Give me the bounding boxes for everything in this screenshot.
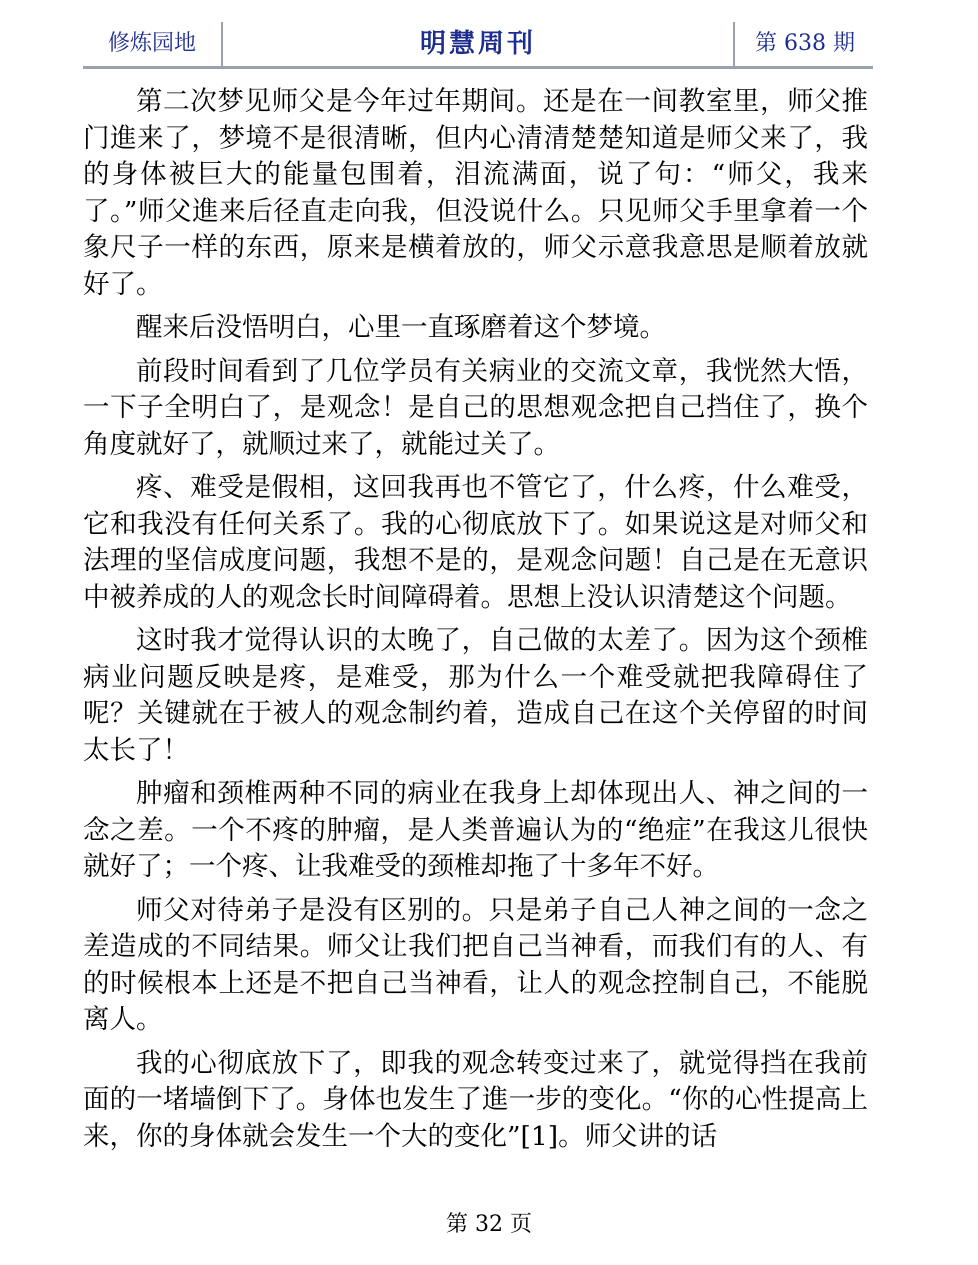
paragraph: 我的心彻底放下了，即我的观念转变过来了，就觉得挡在我前面的一堵墙倒下了。身体也发生了進一步的变化。“你的心性提高上来，你的身体就会发生一个大的变化”[1]。师父讲的话 — [83, 1047, 868, 1152]
paragraph: 肿瘤和颈椎两种不同的病业在我身上却体现出人、神之间的一念之差。一个不疼的肿瘤，是人类普遍认为的“绝症”在我这儿很快就好了；一个疼、让我难受的颈椎却拖了十多年不好。 — [83, 778, 868, 882]
paragraph: 第二次梦见师父是今年过年期间。还是在一间教室里，师父推门進来了，梦境不是很清晰，但内心清清楚楚知道是师父来了，我的身体被巨大的能量包围着，泪流满面，说了句：“师父，我来了。”师父進来后径直走向我，但没说什么。只见师父手里拿着一个象尺子一样的东西，原来是横着放的，师父示意我意思是顺着放就好了。 — [83, 86, 868, 300]
paragraph: 醒来后没悟明白，心里一直琢磨着这个梦境。 — [136, 312, 666, 343]
issue-number: 第 638 期 — [733, 22, 875, 66]
header-divider — [83, 66, 873, 69]
paragraph: 师父对待弟子是没有区别的。只是弟子自己人神之间的一念之差造成的不同结果。师父让我们把自己当神看，而我们有的人、有的时候根本上还是不把自己当神看，让人的观念控制自己，不能脱离人。 — [83, 894, 868, 1035]
section-title: 修炼园地 — [83, 22, 223, 66]
paragraph: 疼、难受是假相，这回我再也不管它了，什么疼，什么难受，它和我没有任何关系了。我的心彻底放下了。如果说这是对师父和法理的坚信成度问题，我想不是的，是观念问题！自己是在无意识中被养成的人的观念长时间障碍着。思想上没认识清楚这个问题。 — [83, 472, 868, 613]
paragraph: 前段时间看到了几位学员有关病业的交流文章，我恍然大悟，一下子全明白了，是观念！是自己的思想观念把自己挡住了，换个角度就好了，就顺过来了，就能过关了。 — [83, 355, 868, 460]
page-header — [83, 22, 873, 68]
publication-title: 明慧周刊 — [419, 29, 536, 59]
paragraph: 这时我才觉得认识的太晚了，自己做的太差了。因为这个颈椎病业问题反映是疼，是难受，那为什么一个难受就把我障碍住了呢？关键就在于被人的观念制约着，造成自己在这个关停留的时间太长了！ — [83, 625, 868, 766]
article-body — [83, 84, 868, 1162]
page-number: 第 32 页 — [446, 1212, 532, 1237]
